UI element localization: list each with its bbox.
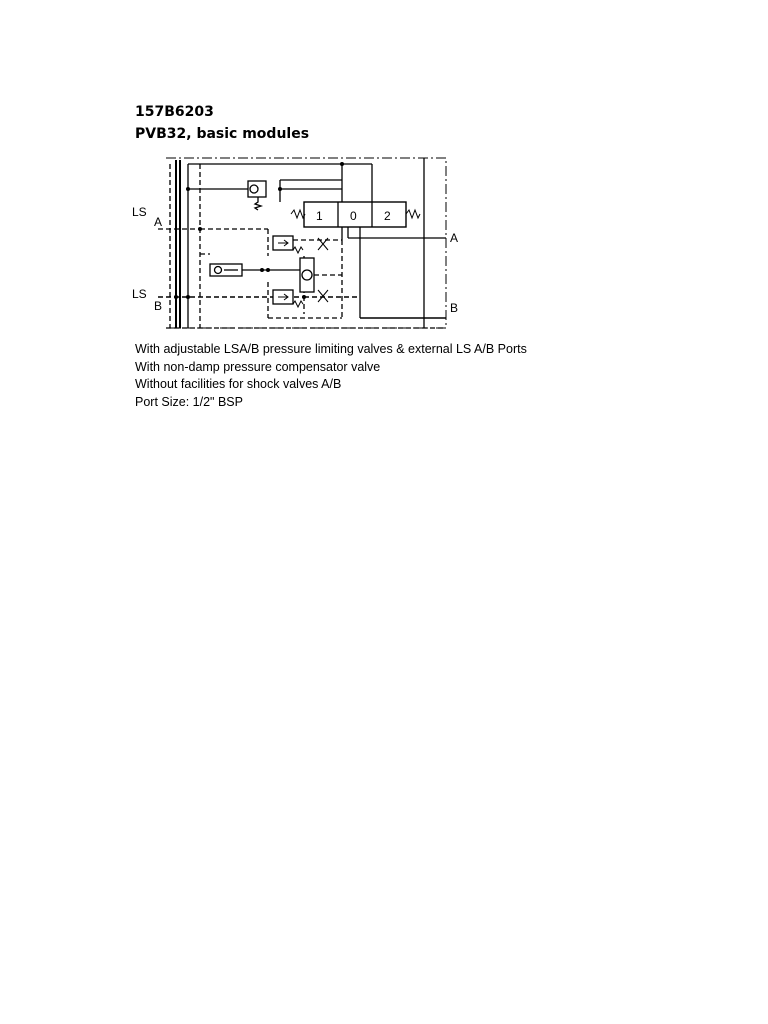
- spool-position-2: 2: [384, 209, 391, 223]
- feature-line: Without facilities for shock valves A/B: [135, 377, 342, 391]
- ls-a-sub-label: A: [154, 215, 163, 229]
- port-b-label: B: [450, 301, 459, 315]
- feature-line: With non-damp pressure compensator valve: [135, 359, 381, 374]
- ls-b-label: LS: [132, 287, 147, 301]
- part-number: 157B6203: [135, 104, 214, 120]
- module-title: PVB32, basic modules: [135, 126, 310, 142]
- spool-position-1: 1: [316, 209, 323, 223]
- feature-line: Port Size: 1/2" BSP: [135, 394, 243, 409]
- module-boundary: [166, 158, 446, 328]
- feature-line: With adjustable LSA/B pressure limiting valves & external LS A/B Ports: [135, 342, 527, 356]
- ls-a-label: LS: [132, 205, 147, 219]
- feature-list: [135, 341, 527, 411]
- ls-b-sub-label: B: [154, 299, 163, 313]
- spool-position-0: 0: [350, 209, 357, 223]
- port-a-label: A: [450, 231, 459, 245]
- hydraulic-schematic: [128, 152, 468, 332]
